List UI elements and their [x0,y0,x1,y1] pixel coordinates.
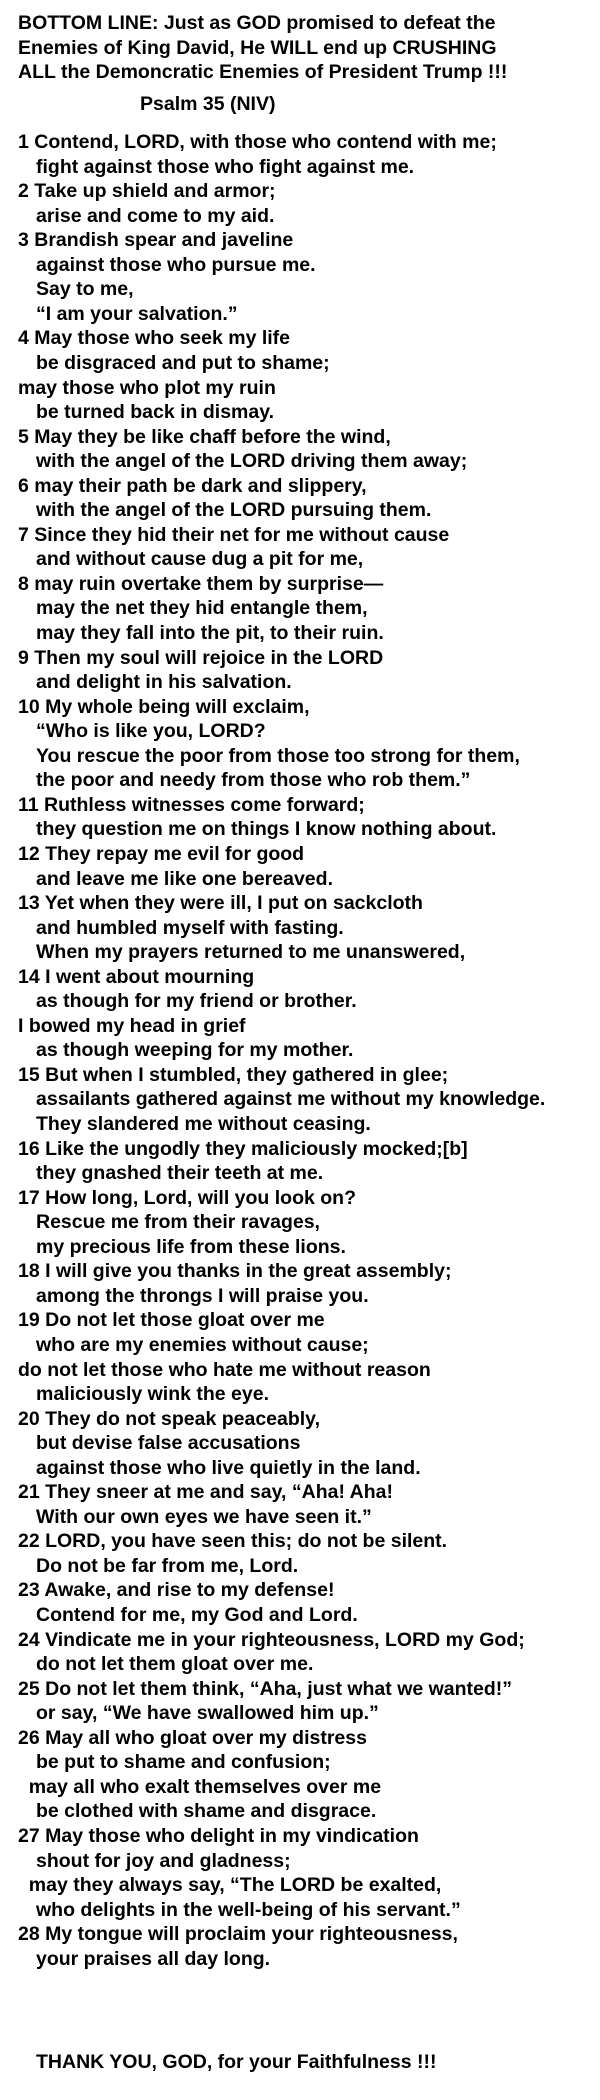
verse-line: 9 Then my soul will rejoice in the LORD [18,646,384,669]
verse-line: against those who live quietly in the land. [36,1456,421,1479]
verse-line: Say to me, [36,278,134,301]
verse-line: With our own eyes we have seen it.” [36,1505,372,1528]
header-line: ALL the Demoncratic Enemies of President Trump !!! [18,61,508,84]
verse-line: arise and come to my aid. [36,204,275,227]
verse-line: Contend for me, my God and Lord. [36,1604,358,1626]
verse-line: 21 They sneer at me and say, “Aha! Aha! [18,1481,393,1504]
verse-line: 14 I went about mourning [18,965,255,988]
verse-line: 4 May those who seek my life [18,327,291,350]
verse-line: do not let them gloat over me. [36,1653,314,1676]
verse-line: 8 may ruin overtake them by surprise— [18,572,384,595]
verse-line: 7 Since they hid their net for me without cause [18,523,450,546]
verse-line: who are my enemies without cause; [36,1333,369,1356]
verse-line: be disgraced and put to shame; [36,351,330,374]
verse-line: they question me on things I know nothing about. [36,818,497,841]
verse-line: may all who exalt themselves over me [28,1775,382,1798]
verse-line: be clothed with shame and disgrace. [36,1800,377,1823]
verse-line: 3 Brandish spear and javeline [18,229,294,252]
verse-line: When my prayers returned to me unanswered, [36,941,466,964]
verse-line: 11 Ruthless witnesses come forward; [18,793,365,816]
verse-line: Rescue me from their ravages, [36,1211,320,1234]
closing-line: THANK YOU, GOD, for your Faithfulness !!! [36,2051,437,2073]
verse-line: 10 My whole being will exclaim, [18,695,310,718]
verse-line: maliciously wink the eye. [36,1383,270,1406]
verse-line: 27 May those who delight in my vindication [18,1824,419,1847]
verse-line: 17 How long, Lord, will you look on? [18,1186,356,1209]
verse-line: who delights in the well-being of his servant.” [36,1898,461,1921]
verse-line: and leave me like one bereaved. [36,867,333,890]
psalm-title: Psalm 35 (NIV) [140,93,276,115]
verse-line: assailants gathered against me without my knowledge. [36,1088,546,1111]
verse-line: may they always say, “The LORD be exalted, [28,1874,442,1897]
verse-line: You rescue the poor from those too strong for them, [36,744,520,767]
verse-line: 20 They do not speak peaceably, [18,1407,321,1430]
verse-line: 23 Awake, and rise to my defense! [18,1579,335,1602]
verse-line: 1 Contend, LORD, with those who contend with me; [18,131,497,153]
verse-line: against those who pursue me. [36,253,316,276]
verse-line: your praises all day long. [36,1947,271,1970]
verse-line: 13 Yet when they were ill, I put on sackcloth [18,892,423,915]
header-line: BOTTOM LINE: Just as GOD promised to defeat the [18,12,496,34]
verse-line: they gnashed their teeth at me. [36,1162,324,1185]
verse-line: 12 They repay me evil for good [18,842,305,865]
verse-line: 19 Do not let those gloat over me [18,1309,325,1332]
verse-line: 16 Like the ungodly they maliciously mocked;[b] [18,1137,468,1160]
verse-line: among the throngs I will praise you. [36,1284,369,1307]
verse-line: as though for my friend or brother. [36,990,357,1013]
verse-line: 5 May they be like chaff before the wind, [18,425,391,448]
verse-line: with the angel of the LORD pursuing them. [36,499,432,522]
verse-line: may they fall into the pit, to their ruin. [36,622,384,644]
verse-line: but devise false accusations [36,1432,301,1455]
verse-line: 6 may their path be dark and slippery, [18,474,367,497]
verse-line: 26 May all who gloat over my distress [18,1726,367,1749]
verse-line: 22 LORD, you have seen this; do not be silent. [18,1530,448,1553]
verse-line: “Who is like you, LORD? [36,720,266,743]
verse-line: shout for joy and gladness; [36,1849,291,1872]
verse-line: with the angel of the LORD driving them away; [36,450,468,473]
verse-line: fight against those who fight against me. [36,155,415,178]
verse-line: may the net they hid entangle them, [36,597,368,620]
verse-line: and without cause dug a pit for me, [36,548,364,571]
verse-line: and humbled myself with fasting. [36,916,344,939]
verse-line: or say, “We have swallowed him up.” [36,1702,379,1725]
verse-line: 2 Take up shield and armor; [18,180,276,203]
verse-line: “I am your salvation.” [36,302,238,325]
verse-line: Do not be far from me, Lord. [36,1554,299,1577]
verse-line: 28 My tongue will proclaim your righteousness, [18,1923,458,1946]
verse-line: be turned back in dismay. [36,401,275,424]
verse-line: do not let those who hate me without reason [18,1358,431,1381]
verse-line: be put to shame and confusion; [36,1751,331,1774]
verse-line: 15 But when I stumbled, they gathered in glee; [18,1063,449,1086]
verse-line: 25 Do not let them think, “Aha, just what we wanted!” [18,1677,513,1700]
verse-line: and delight in his salvation. [36,671,292,694]
verse-line: as though weeping for my mother. [36,1039,354,1062]
header-line: Enemies of King David, He WILL end up CRUSHING [18,36,497,59]
verse-line: may those who plot my ruin [18,376,276,399]
verse-line: I bowed my head in grief [18,1014,246,1037]
verse-line: They slandered me without ceasing. [36,1113,371,1135]
verse-line: 18 I will give you thanks in the great assembly; [18,1260,452,1283]
verse-line: my precious life from these lions. [36,1235,346,1258]
verse-line: 24 Vindicate me in your righteousness, LORD my God; [18,1628,525,1651]
verse-line: the poor and needy from those who rob them.” [36,769,471,792]
